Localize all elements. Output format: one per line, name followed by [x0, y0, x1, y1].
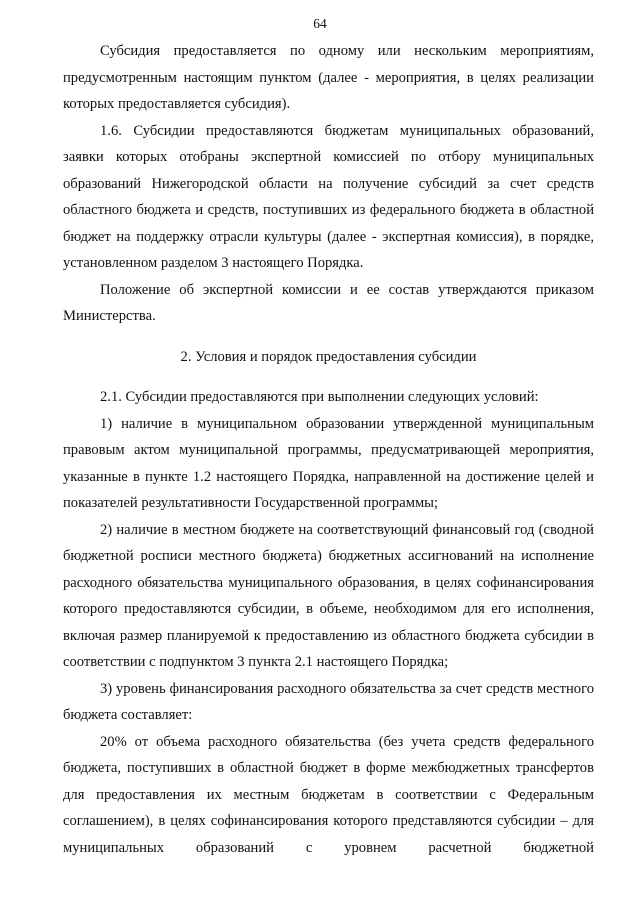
page-number: 64	[313, 16, 327, 31]
paragraph-condition-2: 2) наличие в местном бюджете на соответствующий финансовый год (сводной бюджетной росписи местного бюджета) бюджетных ассигнований на исполнение расходного обязательства муниципального образования, в целях софинансирования которого предоставляются субсидии, в объеме, необходимом для его исполнения, включая размер планируемой к предоставлению из областного бюджета субсидии в соответствии с подпунктом 3 пункта 2.1 настоящего Порядка;	[63, 521, 594, 670]
document-body	[63, 38, 594, 861]
paragraph-2-1: 2.1. Субсидии предоставляются при выполнении следующих условий:	[100, 389, 539, 405]
paragraph-expert-commission: Положение об экспертной комиссии и ее состав утверждаются приказом Министерства.	[63, 281, 594, 324]
paragraph-funding-level: 20% от объема расходного обязательства (без учета средств федерального бюджета, поступивших в областной бюджет в форме межбюджетных трансфертов для предоставления их местным бюджетам в соответствии с Федеральным соглашением), в целях софинансирования которого представляются субсидии – для муниципальных образований с уровнем расчетной бюджетной	[63, 733, 594, 856]
section-heading: 2. Условия и порядок предоставления субсидии	[180, 348, 477, 365]
paragraph-1-6: 1.6. Субсидии предоставляются бюджетам муниципальных образований, заявки которых отобраны экспертной комиссией по отбору муниципальных образований Нижегородской области на получение субсидий за счет средств областного бюджета и средств, поступивших из федерального бюджета в областной бюджет на поддержку отрасли культуры (далее - экспертная комиссия), в порядке, установленном разделом 3 настоящего Порядка.	[63, 122, 594, 271]
paragraph-subsidy-events: Субсидия предоставляется по одному или нескольким мероприятиям, предусмотренным настоящим пунктом (далее - мероприятия, в целях реализации которых предоставляется субсидия).	[63, 43, 594, 112]
paragraph-condition-1: 1) наличие в муниципальном образовании утвержденной муниципальным правовым актом муниципальной программы, предусматривающей мероприятия, указанные в пункте 1.2 настоящего Порядка, направленной на достижение целей и показателей результативности Государственной программы;	[63, 415, 594, 511]
paragraph-condition-3: 3) уровень финансирования расходного обязательства за счет средств местного бюджета составляет:	[63, 680, 594, 723]
